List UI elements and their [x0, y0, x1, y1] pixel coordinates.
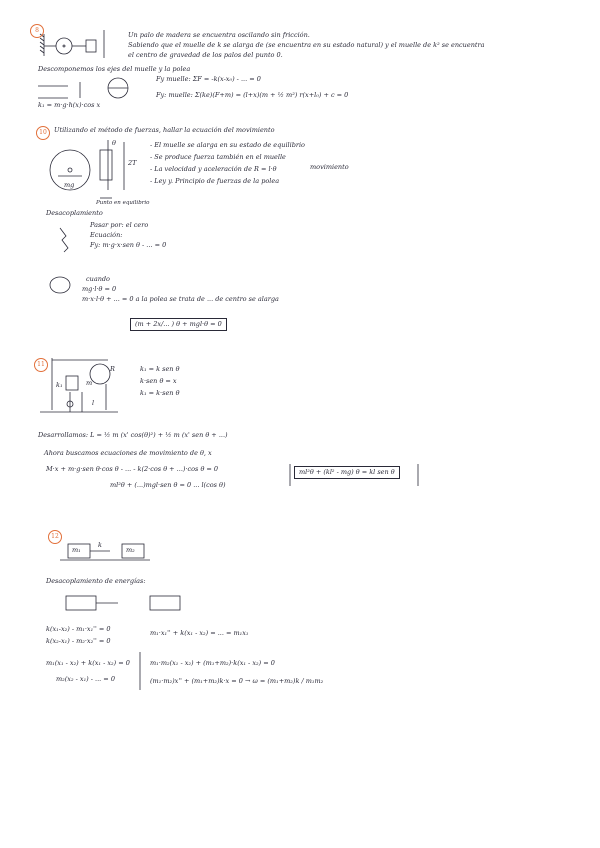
equation: k₁ = k sen θ [140, 365, 180, 373]
section-label: Desacoplamiento de energías: [46, 577, 146, 585]
problem-number: 12 [48, 530, 62, 544]
equation: m₁·m₂(x₁ - x₂) + (m₁+m₂)·k(x₁ - x₂) = 0 [150, 659, 275, 667]
equation: k₁ = k·sen θ [140, 389, 180, 397]
boxed-equation: (m + 2x/... ) θ + mgl·θ = 0 [130, 318, 227, 331]
note: - El muelle se alarga en su estado de equilibrio [150, 141, 305, 149]
bullet: Ecuación: [90, 231, 123, 239]
equation: m₁(x₁ - x₂) + k(x₁ - x₂) = 0 [46, 659, 130, 667]
equation: Fy: muelle: Σ(ke)(F+m) = (l+x)(m + ½ m²) r(x+l₀) + c = 0 [156, 91, 349, 99]
diagram-label: m₂ [126, 546, 135, 554]
equation: k·sen θ = x [140, 377, 177, 385]
note: - La velocidad y aceleración de R = l·θ [150, 165, 277, 173]
problem-text: Utilizando el método de fuerzas, hallar la ecuación del movimiento [54, 126, 275, 134]
equation: m₂(x₂ - x₁) - ... = 0 [56, 675, 115, 683]
problem-number: 11 [34, 358, 48, 372]
side-label: k₁ = m·g·h(x)·cos x [38, 101, 101, 109]
diagram-label: k [98, 541, 102, 549]
equation: m₁·x₁'' + k(x₁ - x₂) = ... = m₁x₁ [150, 629, 249, 637]
diagram-label: R [110, 365, 115, 373]
diagram-label: k₁ [56, 381, 63, 389]
dynamics-line: Desarrollamos: L = ½ m (x' cos(θ)²) + ½ m (x' sen θ + ...) [38, 431, 228, 439]
bullet: Pasar por: el cero [90, 221, 149, 229]
equation: cuando [86, 275, 110, 283]
boxed-equation: ml²θ + (kl² - mg) θ = kl sen θ [294, 466, 400, 479]
diagram-label: θ [112, 139, 116, 147]
diagram-label: 2T [128, 159, 137, 167]
problem-text: el centro de gravedad de los palos del punto 0. [128, 51, 283, 59]
problem-12-diagram [60, 541, 180, 690]
note: Ahora buscamos ecuaciones de movimiento de θ, x [44, 449, 212, 457]
diagram-label: m₁ [72, 546, 81, 554]
step-title: Descomponemos los ejes del muelle y la polea [38, 65, 191, 73]
equation: m·x·l·θ + ... = 0 a la polea se trata de ... de centro se alarga [82, 295, 279, 303]
equation: (m₁·m₂)x'' + (m₁+m₂)k·x = 0 → ω = (m₁+m₂)k / m₁m₂ [150, 677, 324, 685]
equation: ml²θ + (...)mgl·sen θ = 0 ... l(cos θ) [110, 481, 226, 489]
equation: k(x₂-x₁) - m₂·x₂'' = 0 [46, 637, 111, 645]
bullet: Fy: m·g·x·sen θ - ... = 0 [90, 241, 167, 249]
problem-number: 10 [36, 126, 50, 140]
equation: mg·l·θ = 0 [82, 285, 117, 293]
note: - Ley y. Principio de fuerzas de la polea [150, 177, 280, 185]
problem-text: Un palo de madera se encuentra oscilando sin fricción. [128, 31, 310, 39]
diagram-label: m [86, 379, 93, 387]
problem-8-diagram [38, 30, 128, 98]
note: - Se produce fuerza también en el muelle [150, 153, 286, 161]
diagram-label: l [92, 399, 95, 407]
equation: M·x + m·g·sen θ·cos θ - ... - k(2·cos θ + ...)·cos θ = 0 [46, 465, 219, 473]
annotation: movimiento [310, 163, 349, 171]
equation: Fy muelle: ΣF = -k(x-x₀) - ... = 0 [156, 75, 261, 83]
equation: k(x₁-x₂) - m₁·x₁'' = 0 [46, 625, 111, 633]
diagram-label: Punto en equilibrio [96, 200, 150, 206]
diagram-label: mg [64, 181, 75, 189]
problem-text: Sabiendo que el muelle de k se alarga de (se encuentra en su estado natural) y el muelle de k² se encuentra [128, 41, 485, 49]
problem-11-diagram [40, 358, 118, 412]
problem-number: 8 [30, 24, 44, 38]
section-label: Desacoplamiento [46, 209, 103, 217]
